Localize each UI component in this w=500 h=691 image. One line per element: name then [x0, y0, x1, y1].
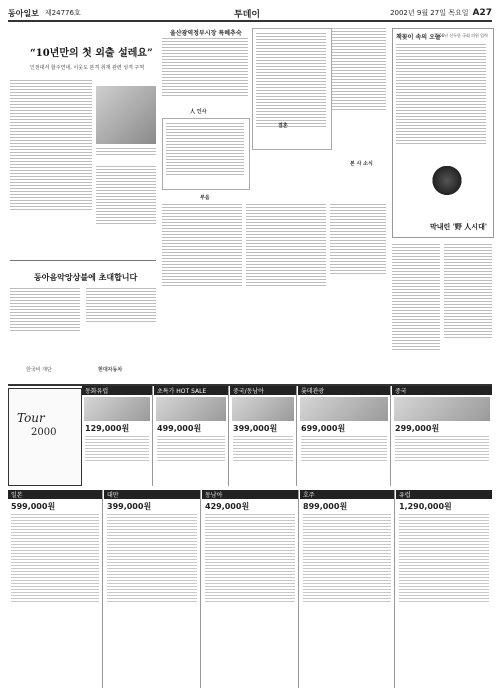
- ad-column-10-price: 1,290,000원: [399, 502, 452, 511]
- ad-column-5-head: 중국: [392, 386, 492, 395]
- lead-body-text: [10, 80, 92, 212]
- author-portrait: [432, 166, 462, 202]
- bottom-body-text-2: [86, 288, 156, 324]
- ad-column-10-head: 유럽: [396, 490, 492, 499]
- ad-column-6-price: 599,000원: [11, 502, 56, 511]
- column-body-text: [396, 44, 486, 146]
- ad-column-3[interactable]: [230, 386, 297, 486]
- sponsor-brand: 현대자동차: [98, 367, 123, 373]
- tour-ad-box[interactable]: [8, 388, 82, 486]
- tour-ad-title: Tour: [17, 411, 45, 425]
- tour-ad-year: 2000: [31, 427, 57, 438]
- people-table: [162, 118, 250, 190]
- people-section-title: 人 인사: [190, 109, 207, 115]
- ad-column-7-price: 399,000원: [107, 502, 152, 511]
- ad-column-1-photo: [84, 397, 150, 421]
- ad-column-3-photo: [232, 397, 294, 421]
- page-number: A27: [472, 8, 492, 18]
- ad-column-7[interactable]: [104, 490, 201, 688]
- news-section-title: 본 사 소식: [350, 161, 373, 167]
- obituary-text-3: [330, 204, 386, 276]
- ad-column-1-head: 동화유럽: [82, 386, 152, 395]
- divider-line: [10, 260, 156, 262]
- lead-body-text-2: [96, 166, 156, 226]
- ad-column-5-price: 299,000원: [395, 424, 440, 433]
- obituary-text: [162, 204, 242, 288]
- ad-column-5[interactable]: [392, 386, 492, 486]
- newspaper-logo: 동아일보: [8, 8, 39, 18]
- ad-column-8-price: 429,000원: [205, 502, 250, 511]
- notice-table: [252, 28, 332, 150]
- bottom-body-text: [10, 288, 80, 333]
- marriage-section-title: 결혼: [278, 123, 288, 129]
- ad-column-5-photo: [394, 397, 490, 421]
- ad-column-9[interactable]: [300, 490, 395, 688]
- ad-column-4-photo: [300, 397, 388, 421]
- ad-column-1[interactable]: [82, 386, 153, 486]
- ad-column-2-head: 초특가 HOT SALE: [154, 386, 228, 395]
- middle-body-text: [162, 38, 248, 98]
- obituary-text-2: [246, 204, 326, 288]
- ad-column-2-photo: [156, 397, 226, 421]
- sponsor-label: 한국비 재단: [26, 367, 52, 373]
- ad-column-1-price: 129,000원: [85, 424, 130, 433]
- lead-photo: [96, 86, 156, 144]
- ad-column-3-head: 중국/동남아: [230, 386, 296, 395]
- right-bottom-text: [392, 244, 440, 352]
- ad-column-2[interactable]: [154, 386, 229, 486]
- page-header: [8, 6, 492, 22]
- ad-column-7-head: 대만: [104, 490, 200, 499]
- ad-column-6[interactable]: [8, 490, 103, 688]
- right-bottom-text-2: [444, 244, 492, 340]
- ad-column-10[interactable]: [396, 490, 492, 688]
- issue-date: 2002년 9월 27일 목요일: [390, 9, 469, 17]
- section-title: 투데이: [234, 9, 261, 20]
- lead-headline: “10년만의 첫 외출 설레요”: [30, 48, 153, 59]
- ad-column-8-head: 동남아: [202, 490, 298, 499]
- essay-title: 막내린 '野 人시대': [430, 222, 487, 231]
- ad-column-4-head: 롯데관광: [298, 386, 390, 395]
- lead-subhead: 인천대서 합주연대, 이웃도 본격 취재 관련 성격 구역: [30, 65, 145, 71]
- ad-column-4[interactable]: [298, 386, 391, 486]
- bottom-headline: 동아음악앙상블에 초대합니다: [34, 272, 138, 282]
- ad-column-9-price: 899,000원: [303, 502, 348, 511]
- obituary-section-title: 부음: [200, 195, 210, 201]
- photo-caption: [96, 148, 156, 157]
- ad-column-6-head: 일본: [8, 490, 102, 499]
- ad-column-3-price: 399,000원: [233, 424, 278, 433]
- middle-box-title: 울산광역정부시장 특혜추숙: [170, 30, 242, 37]
- ad-column-9-head: 호주: [300, 490, 394, 499]
- ad-column-2-price: 499,000원: [157, 424, 202, 433]
- middle-right-text: [332, 28, 386, 112]
- ad-column-8[interactable]: [202, 490, 299, 688]
- column-title: 책꽂이 속의 오늘: [396, 34, 441, 41]
- column-subtitle: 1966년 신두한 국회 의원 입력: [434, 33, 488, 38]
- ad-column-4-price: 699,000원: [301, 424, 346, 433]
- issue-number: 제24776호: [44, 9, 81, 17]
